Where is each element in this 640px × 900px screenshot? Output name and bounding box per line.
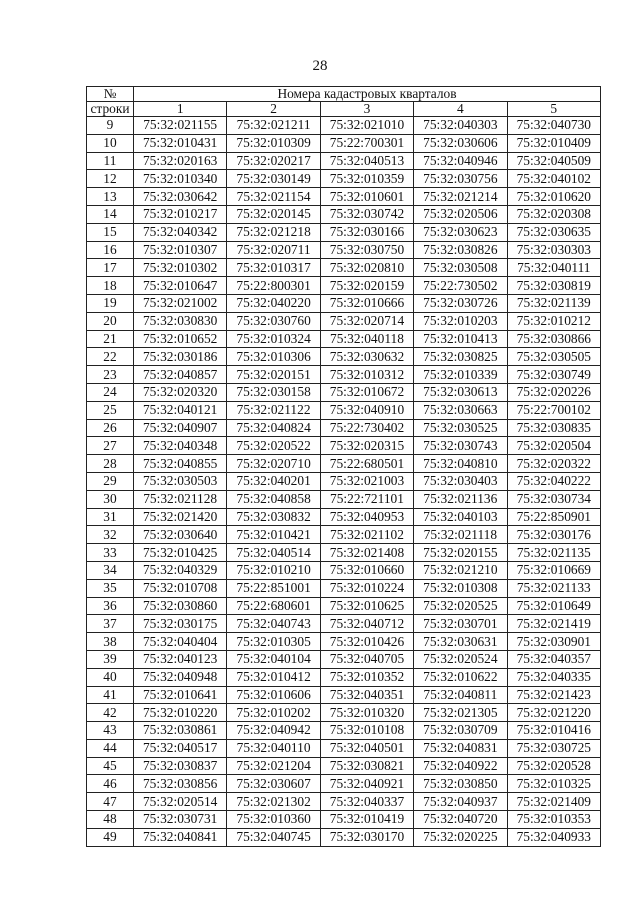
cadastral-number-cell: 75:32:040351: [320, 686, 413, 704]
row-number-cell: 24: [87, 383, 134, 401]
cadastral-number-cell: 75:32:040720: [414, 811, 507, 829]
cadastral-number-cell: 75:32:040824: [227, 419, 320, 437]
cadastral-number-cell: 75:32:010340: [134, 170, 227, 188]
cadastral-number-cell: 75:32:040948: [134, 668, 227, 686]
cadastral-number-cell: 75:32:040110: [227, 739, 320, 757]
table-row: [87, 686, 601, 704]
cadastral-number-cell: 75:32:010419: [320, 811, 413, 829]
cadastral-number-cell: 75:32:040102: [507, 170, 600, 188]
cadastral-number-cell: 75:32:010212: [507, 312, 600, 330]
cadastral-number-cell: 75:32:010308: [414, 579, 507, 597]
table-row: [87, 579, 601, 597]
table-row: [87, 508, 601, 526]
cadastral-number-cell: 75:32:010426: [320, 633, 413, 651]
cadastral-number-cell: 75:32:010601: [320, 188, 413, 206]
cadastral-number-cell: 75:32:030821: [320, 757, 413, 775]
cadastral-number-cell: 75:32:040810: [414, 455, 507, 473]
cadastral-number-cell: 75:32:020155: [414, 544, 507, 562]
cadastral-number-cell: 75:32:010309: [227, 134, 320, 152]
cadastral-number-cell: 75:32:030642: [134, 188, 227, 206]
row-number-cell: 32: [87, 526, 134, 544]
cadastral-number-cell: 75:32:021155: [134, 117, 227, 135]
cadastral-number-cell: 75:32:040910: [320, 401, 413, 419]
cadastral-number-cell: 75:32:010305: [227, 633, 320, 651]
cadastral-number-cell: 75:32:020226: [507, 383, 600, 401]
table-row: [87, 722, 601, 740]
cadastral-number-cell: 75:32:020504: [507, 437, 600, 455]
cadastral-number-cell: 75:32:030303: [507, 241, 600, 259]
cadastral-number-cell: 75:32:040220: [227, 294, 320, 312]
page-number: 28: [312, 58, 328, 74]
table-row: [87, 526, 601, 544]
cadastral-number-cell: 75:32:010666: [320, 294, 413, 312]
row-number-cell: 43: [87, 722, 134, 740]
cadastral-number-cell: 75:32:020145: [227, 205, 320, 223]
row-number-cell: 25: [87, 401, 134, 419]
cadastral-quarters-group-header: Номера кадастровых кварталов: [134, 87, 601, 102]
cadastral-number-cell: 75:32:030850: [414, 775, 507, 793]
cadastral-number-cell: 75:32:030832: [227, 508, 320, 526]
cadastral-number-cell: 75:32:020528: [507, 757, 600, 775]
cadastral-number-cell: 75:32:040335: [507, 668, 600, 686]
cadastral-number-cell: 75:32:040111: [507, 259, 600, 277]
cadastral-number-cell: 75:32:040907: [134, 419, 227, 437]
cadastral-number-cell: 75:32:030623: [414, 223, 507, 241]
cadastral-number-cell: 75:32:010202: [227, 704, 320, 722]
cadastral-number-cell: 75:32:040921: [320, 775, 413, 793]
cadastral-number-cell: 75:32:040222: [507, 472, 600, 490]
table-row: [87, 455, 601, 473]
row-number-cell: 19: [87, 294, 134, 312]
row-number-cell: 9: [87, 117, 134, 135]
cadastral-number-cell: 75:32:040841: [134, 828, 227, 846]
table-row: [87, 134, 601, 152]
row-number-cell: 45: [87, 757, 134, 775]
cadastral-number-cell: 75:32:010625: [320, 597, 413, 615]
cadastral-number-cell: 75:32:010360: [227, 811, 320, 829]
table-row: [87, 419, 601, 437]
cadastral-number-cell: 75:32:010325: [507, 775, 600, 793]
row-number-cell: 28: [87, 455, 134, 473]
cadastral-number-cell: 75:32:030525: [414, 419, 507, 437]
cadastral-number-cell: 75:32:021118: [414, 526, 507, 544]
row-number-cell: 34: [87, 561, 134, 579]
cadastral-quarters-table: [86, 86, 601, 847]
cadastral-number-cell: 75:32:040404: [134, 633, 227, 651]
cadastral-number-cell: 75:32:021135: [507, 544, 600, 562]
cadastral-number-cell: 75:32:010409: [507, 134, 600, 152]
cadastral-number-cell: 75:32:040953: [320, 508, 413, 526]
cadastral-number-cell: 75:32:030166: [320, 223, 413, 241]
row-number-cell: 47: [87, 793, 134, 811]
row-number-cell: 35: [87, 579, 134, 597]
cadastral-number-cell: 75:32:030901: [507, 633, 600, 651]
cadastral-number-cell: 75:32:040329: [134, 561, 227, 579]
row-number-cell: 38: [87, 633, 134, 651]
cadastral-number-cell: 75:32:040513: [320, 152, 413, 170]
row-number-cell: 46: [87, 775, 134, 793]
table-row: [87, 223, 601, 241]
cadastral-number-cell: 75:32:020525: [414, 597, 507, 615]
cadastral-number-cell: 75:32:030186: [134, 348, 227, 366]
cadastral-number-cell: 75:32:010660: [320, 561, 413, 579]
cadastral-number-cell: 75:32:010320: [320, 704, 413, 722]
row-number-cell: 33: [87, 544, 134, 562]
cadastral-number-cell: 75:32:040509: [507, 152, 600, 170]
cadastral-number-cell: 75:32:040337: [320, 793, 413, 811]
cadastral-number-cell: 75:32:040357: [507, 650, 600, 668]
cadastral-number-cell: 75:32:030749: [507, 366, 600, 384]
cadastral-number-cell: 75:32:040705: [320, 650, 413, 668]
cadastral-number-cell: 75:32:010421: [227, 526, 320, 544]
cadastral-number-cell: 75:32:040831: [414, 739, 507, 757]
cadastral-number-cell: 75:32:040104: [227, 650, 320, 668]
cadastral-number-cell: 75:32:020810: [320, 259, 413, 277]
table-row: [87, 615, 601, 633]
cadastral-number-cell: 75:32:010324: [227, 330, 320, 348]
cadastral-number-cell: 75:32:021214: [414, 188, 507, 206]
table-row: [87, 775, 601, 793]
cadastral-number-cell: 75:22:680501: [320, 455, 413, 473]
cadastral-number-cell: 75:32:040501: [320, 739, 413, 757]
cadastral-number-cell: 75:32:030742: [320, 205, 413, 223]
cadastral-number-cell: 75:32:020159: [320, 277, 413, 295]
table-row: [87, 437, 601, 455]
cadastral-number-cell: 75:32:010416: [507, 722, 600, 740]
cadastral-number-cell: 75:32:021408: [320, 544, 413, 562]
row-number-cell: 22: [87, 348, 134, 366]
table-row: [87, 330, 601, 348]
table-row: [87, 383, 601, 401]
cadastral-number-cell: 75:32:030403: [414, 472, 507, 490]
cadastral-number-cell: 75:32:021409: [507, 793, 600, 811]
cadastral-number-cell: 75:32:021220: [507, 704, 600, 722]
cadastral-number-cell: 75:22:730502: [414, 277, 507, 295]
cadastral-number-cell: 75:32:010620: [507, 188, 600, 206]
cadastral-number-cell: 75:32:030837: [134, 757, 227, 775]
cadastral-number-cell: 75:32:030709: [414, 722, 507, 740]
table-row: [87, 668, 601, 686]
cadastral-number-cell: 75:32:030170: [320, 828, 413, 846]
cadastral-number-cell: 75:32:030640: [134, 526, 227, 544]
cadastral-number-cell: 75:32:040855: [134, 455, 227, 473]
cadastral-number-cell: 75:22:721101: [320, 490, 413, 508]
row-number-cell: 10: [87, 134, 134, 152]
row-number-cell: 36: [87, 597, 134, 615]
cadastral-number-cell: 75:32:030158: [227, 383, 320, 401]
cadastral-number-cell: 75:32:040201: [227, 472, 320, 490]
cadastral-number-cell: 75:32:021423: [507, 686, 600, 704]
cadastral-number-cell: 75:32:030731: [134, 811, 227, 829]
cadastral-number-cell: 75:32:010352: [320, 668, 413, 686]
cadastral-number-cell: 75:32:021003: [320, 472, 413, 490]
cadastral-number-cell: 75:32:030826: [414, 241, 507, 259]
cadastral-number-cell: 75:32:040811: [414, 686, 507, 704]
cadastral-number-cell: 75:32:020522: [227, 437, 320, 455]
table-row: [87, 811, 601, 829]
row-number-cell: 40: [87, 668, 134, 686]
table-row: [87, 650, 601, 668]
cadastral-number-cell: 75:32:040745: [227, 828, 320, 846]
cadastral-number-cell: 75:32:021122: [227, 401, 320, 419]
table-row: [87, 490, 601, 508]
cadastral-number-cell: 75:32:040103: [414, 508, 507, 526]
row-number-cell: 48: [87, 811, 134, 829]
row-number-cell: 42: [87, 704, 134, 722]
cadastral-number-cell: 75:32:010413: [414, 330, 507, 348]
cadastral-number-cell: 75:32:010108: [320, 722, 413, 740]
cadastral-number-cell: 75:32:030830: [134, 312, 227, 330]
row-number-cell: 12: [87, 170, 134, 188]
cadastral-number-cell: 75:32:021305: [414, 704, 507, 722]
cadastral-number-cell: 75:32:010306: [227, 348, 320, 366]
cadastral-number-cell: 75:22:700102: [507, 401, 600, 419]
cadastral-number-cell: 75:32:021136: [414, 490, 507, 508]
cadastral-number-cell: 75:32:021128: [134, 490, 227, 508]
row-number-header-symbol: №: [87, 87, 134, 102]
row-number-cell: 26: [87, 419, 134, 437]
cadastral-number-cell: 75:32:020710: [227, 455, 320, 473]
cadastral-number-cell: 75:32:030743: [414, 437, 507, 455]
cadastral-number-cell: 75:32:010669: [507, 561, 600, 579]
cadastral-number-cell: 75:32:030607: [227, 775, 320, 793]
cadastral-number-cell: 75:32:030860: [134, 597, 227, 615]
row-number-header-label: строки: [87, 102, 134, 117]
row-number-cell: 18: [87, 277, 134, 295]
row-number-cell: 31: [87, 508, 134, 526]
column-header: 2: [227, 102, 320, 117]
cadastral-number-cell: 75:32:040937: [414, 793, 507, 811]
cadastral-number-cell: 75:32:030734: [507, 490, 600, 508]
row-number-cell: 11: [87, 152, 134, 170]
cadastral-number-cell: 75:32:030861: [134, 722, 227, 740]
table-header: [87, 87, 601, 117]
cadastral-number-cell: 75:22:851001: [227, 579, 320, 597]
cadastral-number-cell: 75:32:030613: [414, 383, 507, 401]
cadastral-number-cell: 75:32:020225: [414, 828, 507, 846]
row-number-cell: 21: [87, 330, 134, 348]
table-row: [87, 152, 601, 170]
cadastral-number-cell: 75:32:030176: [507, 526, 600, 544]
row-number-cell: 13: [87, 188, 134, 206]
cadastral-number-cell: 75:32:020322: [507, 455, 600, 473]
column-header: 3: [320, 102, 413, 117]
cadastral-number-cell: 75:32:030725: [507, 739, 600, 757]
cadastral-number-cell: 75:32:040342: [134, 223, 227, 241]
cadastral-number-cell: 75:32:021218: [227, 223, 320, 241]
cadastral-number-cell: 75:32:010312: [320, 366, 413, 384]
cadastral-number-cell: 75:32:010708: [134, 579, 227, 597]
table-body: [87, 117, 601, 847]
cadastral-number-cell: 75:32:010672: [320, 383, 413, 401]
table-row: [87, 597, 601, 615]
table-row: [87, 205, 601, 223]
row-number-cell: 39: [87, 650, 134, 668]
cadastral-number-cell: 75:32:010203: [414, 312, 507, 330]
cadastral-number-cell: 75:32:010425: [134, 544, 227, 562]
row-number-cell: 29: [87, 472, 134, 490]
cadastral-number-cell: 75:32:020308: [507, 205, 600, 223]
table-row: [87, 170, 601, 188]
cadastral-number-cell: 75:32:040730: [507, 117, 600, 135]
cadastral-number-cell: 75:32:030756: [414, 170, 507, 188]
table-row: [87, 401, 601, 419]
cadastral-number-cell: 75:22:680601: [227, 597, 320, 615]
row-number-cell: 23: [87, 366, 134, 384]
row-number-cell: 37: [87, 615, 134, 633]
cadastral-number-cell: 75:32:020163: [134, 152, 227, 170]
row-number-cell: 16: [87, 241, 134, 259]
cadastral-number-cell: 75:32:030635: [507, 223, 600, 241]
cadastral-number-cell: 75:32:021133: [507, 579, 600, 597]
cadastral-number-cell: 75:32:030701: [414, 615, 507, 633]
table-row: [87, 312, 601, 330]
table-row: [87, 793, 601, 811]
table-row: [87, 294, 601, 312]
row-number-cell: 20: [87, 312, 134, 330]
cadastral-number-cell: 75:32:020217: [227, 152, 320, 170]
cadastral-number-cell: 75:32:021154: [227, 188, 320, 206]
cadastral-number-cell: 75:32:021002: [134, 294, 227, 312]
row-number-cell: 27: [87, 437, 134, 455]
cadastral-number-cell: 75:32:021204: [227, 757, 320, 775]
cadastral-number-cell: 75:32:010210: [227, 561, 320, 579]
cadastral-number-cell: 75:32:010224: [320, 579, 413, 597]
cadastral-number-cell: 75:32:040942: [227, 722, 320, 740]
row-number-cell: 30: [87, 490, 134, 508]
row-number-cell: 44: [87, 739, 134, 757]
table-row: [87, 472, 601, 490]
cadastral-number-cell: 75:32:021010: [320, 117, 413, 135]
cadastral-number-cell: 75:32:010339: [414, 366, 507, 384]
cadastral-number-cell: 75:32:010622: [414, 668, 507, 686]
row-number-cell: 41: [87, 686, 134, 704]
cadastral-number-cell: 75:32:040348: [134, 437, 227, 455]
table-row: [87, 241, 601, 259]
cadastral-number-cell: 75:32:010217: [134, 205, 227, 223]
cadastral-number-cell: 75:32:030750: [320, 241, 413, 259]
cadastral-number-cell: 75:32:030606: [414, 134, 507, 152]
table-row: [87, 117, 601, 135]
cadastral-number-cell: 75:32:040933: [507, 828, 600, 846]
column-header: 1: [134, 102, 227, 117]
cadastral-number-cell: 75:32:030726: [414, 294, 507, 312]
cadastral-number-cell: 75:32:030760: [227, 312, 320, 330]
cadastral-number-cell: 75:22:730402: [320, 419, 413, 437]
cadastral-number-cell: 75:32:030825: [414, 348, 507, 366]
table-row: [87, 277, 601, 295]
cadastral-number-cell: 75:32:040514: [227, 544, 320, 562]
cadastral-number-cell: 75:32:010307: [134, 241, 227, 259]
cadastral-number-cell: 75:32:030819: [507, 277, 600, 295]
row-number-cell: 49: [87, 828, 134, 846]
cadastral-number-cell: 75:32:010606: [227, 686, 320, 704]
table-row: [87, 757, 601, 775]
cadastral-number-cell: 75:32:010652: [134, 330, 227, 348]
cadastral-number-cell: 75:22:700301: [320, 134, 413, 152]
table-row: [87, 259, 601, 277]
cadastral-number-cell: 75:32:040712: [320, 615, 413, 633]
cadastral-number-cell: 75:32:010353: [507, 811, 600, 829]
cadastral-number-cell: 75:32:040517: [134, 739, 227, 757]
table-row: [87, 633, 601, 651]
cadastral-number-cell: 75:32:030149: [227, 170, 320, 188]
cadastral-number-cell: 75:32:020524: [414, 650, 507, 668]
row-number-cell: 17: [87, 259, 134, 277]
cadastral-number-cell: 75:32:010359: [320, 170, 413, 188]
cadastral-number-cell: 75:32:040946: [414, 152, 507, 170]
cadastral-number-cell: 75:32:021419: [507, 615, 600, 633]
row-number-cell: 14: [87, 205, 134, 223]
column-header: 4: [414, 102, 507, 117]
cadastral-number-cell: 75:32:030503: [134, 472, 227, 490]
table-row: [87, 739, 601, 757]
table-row: [87, 544, 601, 562]
cadastral-number-cell: 75:32:010317: [227, 259, 320, 277]
cadastral-number-cell: 75:32:040857: [134, 366, 227, 384]
cadastral-number-cell: 75:32:040858: [227, 490, 320, 508]
cadastral-number-cell: 75:32:030505: [507, 348, 600, 366]
cadastral-number-cell: 75:32:020711: [227, 241, 320, 259]
cadastral-number-cell: 75:32:021420: [134, 508, 227, 526]
cadastral-number-cell: 75:32:030508: [414, 259, 507, 277]
cadastral-number-cell: 75:32:040123: [134, 650, 227, 668]
table-row: [87, 366, 601, 384]
cadastral-number-cell: 75:32:030866: [507, 330, 600, 348]
cadastral-number-cell: 75:32:030175: [134, 615, 227, 633]
cadastral-number-cell: 75:32:040922: [414, 757, 507, 775]
cadastral-number-cell: 75:32:010647: [134, 277, 227, 295]
table-row: [87, 828, 601, 846]
cadastral-number-cell: 75:32:020714: [320, 312, 413, 330]
cadastral-number-cell: 75:32:030835: [507, 419, 600, 437]
cadastral-number-cell: 75:32:040303: [414, 117, 507, 135]
cadastral-number-cell: 75:32:021210: [414, 561, 507, 579]
cadastral-number-cell: 75:32:020320: [134, 383, 227, 401]
cadastral-number-cell: 75:22:850901: [507, 508, 600, 526]
cadastral-number-cell: 75:32:021139: [507, 294, 600, 312]
cadastral-number-cell: 75:32:010649: [507, 597, 600, 615]
cadastral-number-cell: 75:32:010302: [134, 259, 227, 277]
cadastral-number-cell: 75:32:021102: [320, 526, 413, 544]
row-number-cell: 15: [87, 223, 134, 241]
cadastral-number-cell: 75:32:030631: [414, 633, 507, 651]
cadastral-number-cell: 75:32:030632: [320, 348, 413, 366]
cadastral-number-cell: 75:32:030856: [134, 775, 227, 793]
cadastral-number-cell: 75:32:020514: [134, 793, 227, 811]
cadastral-number-cell: 75:32:021302: [227, 793, 320, 811]
cadastral-number-cell: 75:22:800301: [227, 277, 320, 295]
table-row: [87, 188, 601, 206]
table-row: [87, 348, 601, 366]
cadastral-number-cell: 75:32:010641: [134, 686, 227, 704]
cadastral-number-cell: 75:32:010431: [134, 134, 227, 152]
cadastral-number-cell: 75:32:040118: [320, 330, 413, 348]
table-row: [87, 561, 601, 579]
cadastral-number-cell: 75:32:040121: [134, 401, 227, 419]
cadastral-number-cell: 75:32:020506: [414, 205, 507, 223]
cadastral-number-cell: 75:32:010412: [227, 668, 320, 686]
cadastral-number-cell: 75:32:040743: [227, 615, 320, 633]
column-header: 5: [507, 102, 600, 117]
cadastral-number-cell: 75:32:030663: [414, 401, 507, 419]
cadastral-number-cell: 75:32:010220: [134, 704, 227, 722]
cadastral-number-cell: 75:32:020151: [227, 366, 320, 384]
cadastral-number-cell: 75:32:021211: [227, 117, 320, 135]
table-row: [87, 704, 601, 722]
cadastral-number-cell: 75:32:020315: [320, 437, 413, 455]
